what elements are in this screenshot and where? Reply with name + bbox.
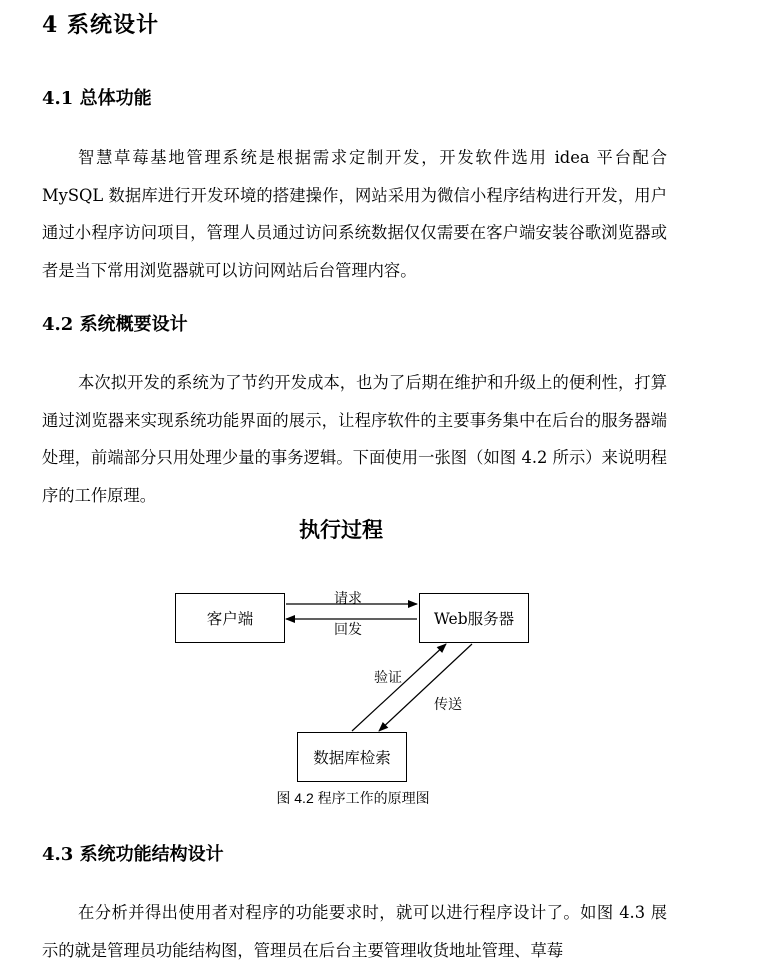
response-label: 回发 bbox=[334, 622, 362, 638]
section-heading-4-1: 4.1 总体功能 bbox=[42, 88, 152, 109]
send-label: 传送 bbox=[434, 697, 462, 713]
figure-caption: 图 4.2 程序工作的原理图 bbox=[276, 790, 430, 806]
database-node: 数据库检索 bbox=[297, 732, 407, 782]
verify-label: 验证 bbox=[374, 670, 402, 686]
web-server-node: Web服务器 bbox=[419, 593, 529, 643]
section-heading-4-3: 4.3 系统功能结构设计 bbox=[42, 844, 224, 865]
request-label: 请求 bbox=[334, 591, 362, 607]
chapter-title: 4 系统设计 bbox=[42, 12, 159, 38]
send-arrow bbox=[379, 644, 472, 731]
client-node: 客户端 bbox=[175, 593, 285, 643]
section-4-2-paragraph: 本次拟开发的系统为了节约开发成本，也为了后期在维护和升级上的便利性，打算通过浏览器来实现系统功能界面的展示，让程序软件的主要事务集中在后台的服务器端处理，前端部分只用处理少量的事务逻辑。下面使用一张图（如图 4.2 所示）来说明程序的工作原理。 bbox=[42, 373, 667, 505]
section-heading-4-2: 4.2 系统概要设计 bbox=[42, 314, 188, 335]
verify-arrow bbox=[352, 644, 446, 731]
figure-title: 执行过程 bbox=[299, 517, 383, 542]
section-4-3-paragraph: 在分析并得出使用者对程序的功能要求时，就可以进行程序设计了。如图 4.3 展示的就是管理员功能结构图，管理员在后台主要管理收货地址管理、草莓 bbox=[42, 903, 667, 960]
section-4-1-paragraph: 智慧草莓基地管理系统是根据需求定制开发，开发软件选用 idea 平台配合 MySQL 数据库进行开发环境的搭建操作，网站采用为微信小程序结构进行开发，用户通过小程序访问项目，管理人员通过访问系统数据仅仅需要在客户端安装谷歌浏览器或者是当下常用浏览器就可以访问网站后台管理内容。 bbox=[42, 148, 667, 280]
